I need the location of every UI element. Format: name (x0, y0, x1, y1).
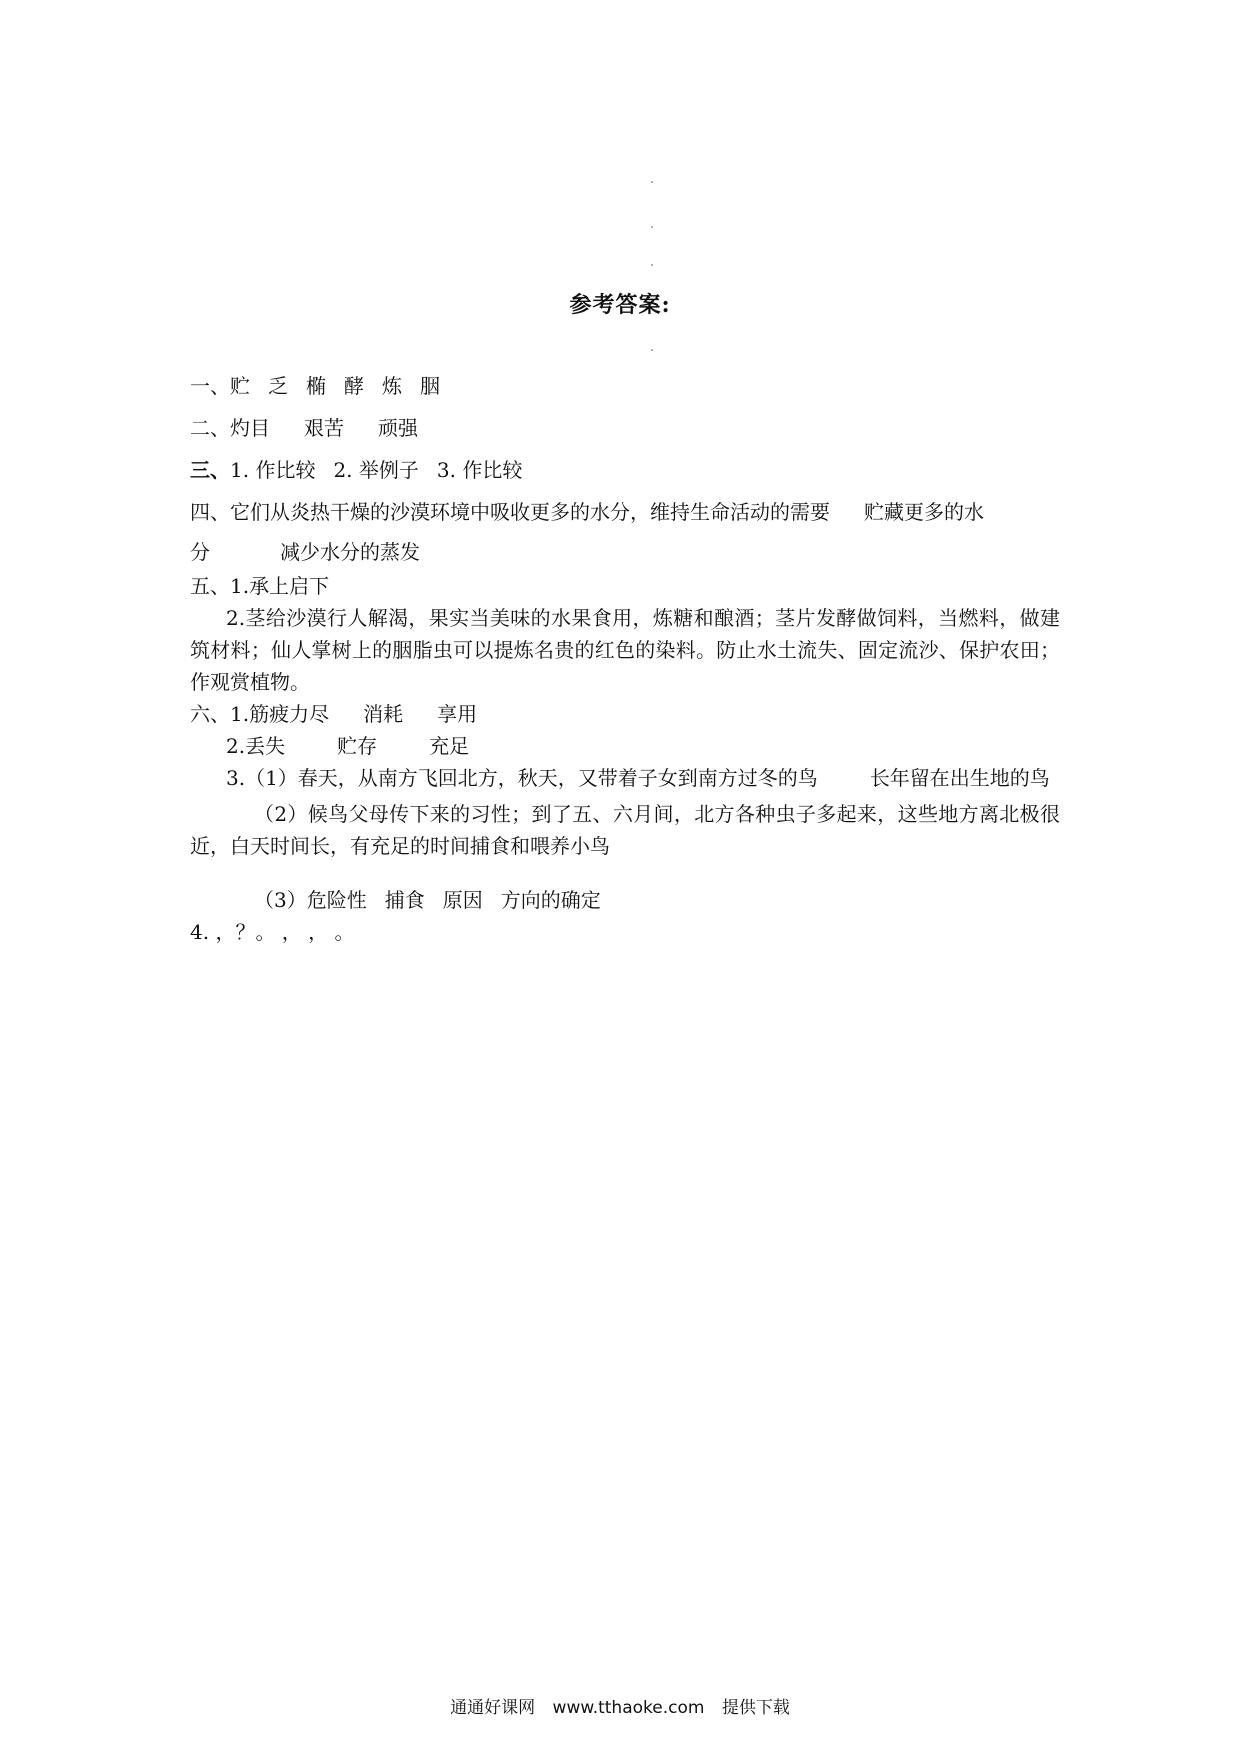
footer-url[interactable]: www.tthaoke.com (552, 1698, 705, 1718)
section-4-line-2 (190, 536, 1060, 568)
section-2-item: 艰苦 (304, 416, 344, 440)
section-4-label: 四、 (190, 500, 230, 524)
section-1-label: 一、 (190, 374, 230, 398)
footer-note: 提供下载 (721, 1698, 790, 1718)
section-2 (190, 412, 1060, 444)
section-5-item: 1.承上启下 (230, 574, 330, 598)
page-footer (0, 1693, 1240, 1718)
scan-dot (651, 264, 653, 266)
section-1-item: 胭 (420, 374, 440, 398)
section-6-item: 消耗 (363, 702, 404, 726)
section-6-line-3-3 (190, 884, 1060, 916)
section-6-text: 长年留在出生地的鸟 (869, 766, 1050, 790)
section-1-item: 贮 (230, 374, 250, 398)
section-7: 4. ，？。 ， ， 。 (190, 920, 355, 944)
section-2-item: 灼目 (230, 416, 270, 440)
section-4-text: 它们从炎热干燥的沙漠环境中吸收更多的水分，维持生命活动的需要 (230, 500, 830, 524)
section-3 (190, 454, 1060, 486)
section-1 (190, 370, 1060, 402)
footer-site-name: 通通好课网 (450, 1698, 536, 1718)
section-6-item: 捕食 (384, 888, 425, 912)
section-5-line-1 (190, 570, 1060, 602)
section-6-text: 3.（1）春天，从南方飞回北方，秋天，又带着子女到南方过冬的鸟 (226, 766, 818, 790)
section-5-paragraph: 2.茎给沙漠行人解渴，果实当美味的水果食用，炼糖和酿酒；茎片发酵做饲料，当燃料，做建筑材料；仙人掌树上的胭脂虫可以提炼名贵的红色的染料。防止水土流失、固定流沙、保护农田；作观赏植物。 (190, 606, 1060, 694)
section-6-line-2 (190, 730, 1060, 762)
section-1-item: 乏 (268, 374, 288, 398)
section-6-item: 贮存 (337, 734, 378, 758)
section-4-text: 分 (190, 540, 210, 564)
section-6-item: 充足 (429, 734, 470, 758)
section-4-text: 减少水分的蒸发 (280, 540, 420, 564)
section-4-text: 贮藏更多的水 (864, 500, 984, 524)
answer-content (190, 370, 1060, 948)
section-6-item: 原因 (442, 888, 483, 912)
section-5-label: 五、 (190, 574, 230, 598)
section-6-item: （3）危险性 (254, 888, 367, 912)
section-4-line-1 (190, 496, 1060, 528)
section-1-item: 炼 (382, 374, 402, 398)
section-6-line-1 (190, 698, 1060, 730)
section-6-label: 六、 (190, 702, 230, 726)
scan-dot (651, 226, 653, 228)
section-2-item: 顽强 (378, 416, 418, 440)
scan-dot (651, 349, 653, 351)
section-3-item: 1. 作比较 (230, 458, 316, 482)
section-3-label: 三、 (190, 458, 230, 482)
section-6-paragraph-3-2: （2）候鸟父母传下来的习性；到了五、六月间，北方各种虫子多起来，这些地方离北极很近，白天时间长，有充足的时间捕食和喂养小鸟 (190, 802, 1060, 858)
section-3-item: 2. 举例子 (333, 458, 419, 482)
section-6-item: 1.筋疲力尽 (230, 702, 330, 726)
section-3-item: 3. 作比较 (436, 458, 523, 482)
section-2-label: 二、 (190, 416, 230, 440)
section-1-item: 酵 (344, 374, 364, 398)
section-6-paragraph-3-1 (190, 762, 1060, 794)
page-title: 参考答案: (569, 292, 671, 318)
section-1-item: 椭 (306, 374, 326, 398)
section-6-item: 方向的确定 (500, 888, 601, 912)
section-6-item: 2.丢失 (226, 734, 286, 758)
section-6-item: 享用 (437, 702, 478, 726)
scan-dot (651, 181, 653, 183)
